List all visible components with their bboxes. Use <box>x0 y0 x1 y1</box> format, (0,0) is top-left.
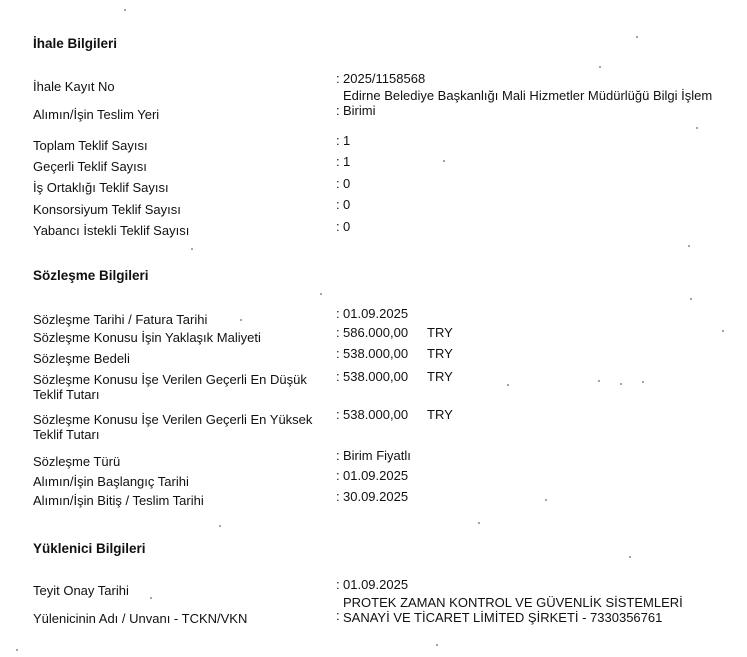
scan-speck <box>598 380 600 382</box>
colon: : <box>336 325 340 340</box>
label-ihale-kayit-no: İhale Kayıt No <box>33 79 115 94</box>
label-konsorsiyum-teklif-sayisi: Konsorsiyum Teklif Sayısı <box>33 202 181 217</box>
label-yabanci-istekli-teklif-sayisi: Yabancı İstekli Teklif Sayısı <box>33 223 190 238</box>
colon: : <box>336 468 340 483</box>
value-en-dusuk-teklif <box>343 370 453 385</box>
scan-speck <box>150 597 152 599</box>
scan-speck <box>219 525 221 527</box>
value-is-ortakligi-teklif-sayisi: 0 <box>343 176 351 191</box>
section-title-yuklenici: Yüklenici Bilgileri <box>33 541 146 556</box>
section-title-ihale: İhale Bilgileri <box>33 36 118 51</box>
colon: : <box>336 71 340 86</box>
currency: TRY <box>427 407 453 422</box>
scan-speck <box>688 245 690 247</box>
label-gecerli-teklif-sayisi: Geçerli Teklif Sayısı <box>33 159 147 174</box>
label-toplam-teklif-sayisi: Toplam Teklif Sayısı <box>33 138 148 153</box>
amount: 586.000,00 <box>343 325 409 340</box>
currency: TRY <box>427 369 453 384</box>
colon: : <box>336 306 340 321</box>
scan-speck <box>191 248 193 250</box>
colon: : <box>336 219 340 234</box>
scan-speck <box>696 127 698 129</box>
value-teyit-onay-tarihi: 01.09.2025 <box>343 577 409 592</box>
amount: 538.000,00 <box>343 346 409 361</box>
value-sozlesme-turu: Birim Fiyatlı <box>343 448 411 463</box>
scan-speck <box>240 319 242 321</box>
colon: : <box>336 577 340 592</box>
colon: : <box>336 176 340 191</box>
label-sozlesme-turu: Sözleşme Türü <box>33 454 121 469</box>
colon: : <box>336 346 340 361</box>
colon: : <box>336 448 340 463</box>
scan-speck <box>620 383 622 385</box>
colon: : <box>336 103 340 118</box>
value-en-yuksek-teklif <box>343 408 453 423</box>
scan-speck <box>629 556 631 558</box>
value-konsorsiyum-teklif-sayisi: 0 <box>343 197 351 212</box>
scan-speck <box>16 649 18 651</box>
scan-speck <box>722 330 724 332</box>
label-is-ortakligi-teklif-sayisi: İş Ortaklığı Teklif Sayısı <box>33 180 169 195</box>
label-yuklenici-adi: Yülenicinin Adı / Unvanı - TCKN/VKN <box>33 611 248 626</box>
value-yaklasik-maliyet <box>343 326 453 341</box>
label-sozlesme-bedeli: Sözleşme Bedeli <box>33 351 130 366</box>
scan-speck <box>124 9 126 11</box>
colon: : <box>336 407 340 422</box>
currency: TRY <box>427 346 453 361</box>
label-en-dusuk-teklif: Sözleşme Konusu İşe Verilen Geçerli En Düşük Teklif Tutarı <box>33 372 307 402</box>
scan-speck <box>507 384 509 386</box>
scan-speck <box>436 644 438 646</box>
value-sozlesme-tarihi: 01.09.2025 <box>343 306 409 321</box>
label-en-yuksek-teklif: Sözleşme Konusu İşe Verilen Geçerli En Yüksek Teklif Tutarı <box>33 412 313 442</box>
scan-speck <box>478 522 480 524</box>
colon: : <box>336 154 340 169</box>
value-sozlesme-bedeli <box>343 347 453 362</box>
label-baslangic-tarihi: Alımın/İşin Başlangıç Tarihi <box>33 474 189 489</box>
amount: 538.000,00 <box>343 369 409 384</box>
value-teslim-yeri: Edirne Belediye Başkanlığı Mali Hizmetler Müdürlüğü Bilgi İşlem Birimi <box>343 88 713 118</box>
value-toplam-teklif-sayisi: 1 <box>343 133 351 148</box>
colon: : <box>336 197 340 212</box>
currency: TRY <box>427 325 453 340</box>
value-yabanci-istekli-teklif-sayisi: 0 <box>343 219 351 234</box>
value-ihale-kayit-no: 2025/1158568 <box>343 71 426 86</box>
label-yaklasik-maliyet: Sözleşme Konusu İşin Yaklaşık Maliyeti <box>33 330 261 345</box>
label-teyit-onay-tarihi: Teyit Onay Tarihi <box>33 583 129 598</box>
label-teslim-yeri: Alımın/İşin Teslim Yeri <box>33 107 160 122</box>
value-baslangic-tarihi: 01.09.2025 <box>343 468 409 483</box>
scan-speck <box>642 381 644 383</box>
scan-speck <box>545 499 547 501</box>
scan-speck <box>443 160 445 162</box>
colon: : <box>336 133 340 148</box>
label-bitis-tarihi: Alımın/İşin Bitiş / Teslim Tarihi <box>33 493 204 508</box>
scan-speck <box>599 66 601 68</box>
colon: : <box>336 369 340 384</box>
amount: 538.000,00 <box>343 407 409 422</box>
scan-speck <box>636 36 638 38</box>
value-gecerli-teklif-sayisi: 1 <box>343 154 351 169</box>
colon: : <box>336 489 340 504</box>
colon: : <box>336 608 340 623</box>
value-yuklenici-adi: PROTEK ZAMAN KONTROL VE GÜVENLİK SİSTEMLERİ SANAYİ VE TİCARET LİMİTED ŞİRKETİ - 7330356761 <box>343 595 683 625</box>
scan-speck <box>690 298 692 300</box>
scan-speck <box>320 293 322 295</box>
value-bitis-tarihi: 30.09.2025 <box>343 489 409 504</box>
section-title-sozlesme: Sözleşme Bilgileri <box>33 268 149 283</box>
label-sozlesme-tarihi: Sözleşme Tarihi / Fatura Tarihi <box>33 312 208 327</box>
